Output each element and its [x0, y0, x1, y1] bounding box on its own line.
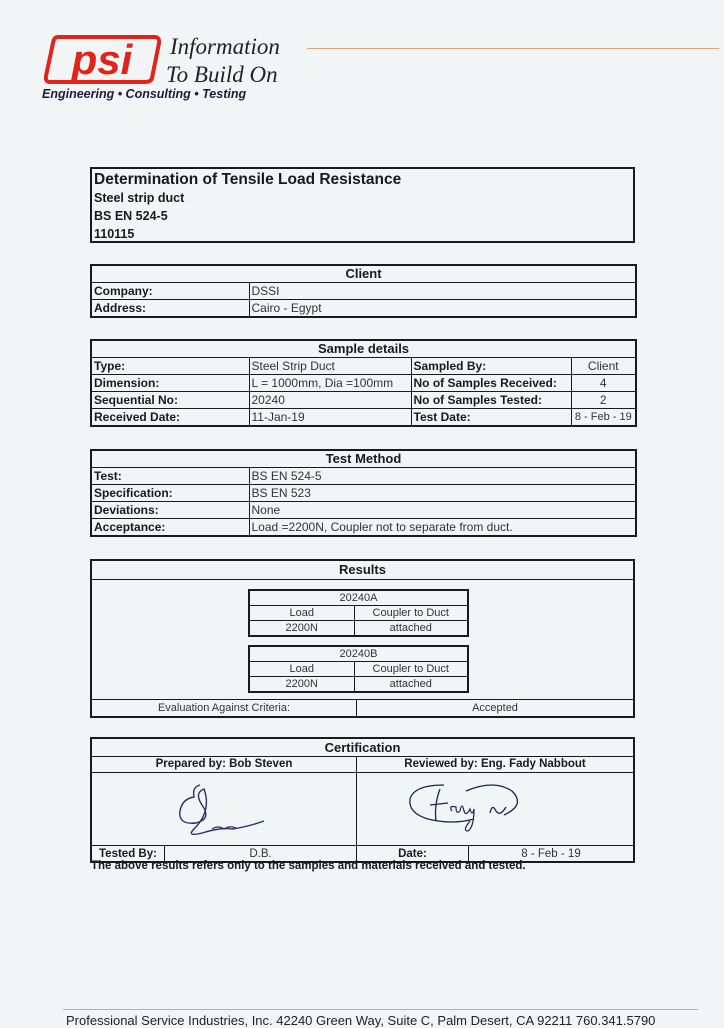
- test-label: Test:: [91, 468, 249, 485]
- sample-id: 20240A: [249, 590, 468, 606]
- certification-section: [90, 737, 635, 863]
- sequential-no-value: 20240: [249, 392, 411, 409]
- services-line: Engineering • Consulting • Testing: [42, 87, 247, 101]
- address-value: Cairo - Egypt: [249, 300, 636, 318]
- company-label: Company:: [91, 283, 249, 300]
- tagline-line2: To Build On: [166, 62, 278, 87]
- sequential-no-label: Sequential No:: [91, 392, 249, 409]
- test-value: BS EN 524-5: [249, 468, 636, 485]
- tested-by-value: D.B.: [165, 846, 357, 862]
- test-date-value: 8 - Feb - 19: [571, 409, 636, 427]
- test-date-label: Test Date:: [411, 409, 571, 427]
- samples-tested-value: 2: [571, 392, 636, 409]
- load-value: 2200N: [249, 621, 354, 637]
- table-row: [91, 375, 636, 392]
- sample-details-heading: Sample details: [91, 340, 636, 358]
- acceptance-label: Acceptance:: [91, 519, 249, 537]
- sample-details-table: [90, 339, 637, 427]
- table-row: [91, 392, 636, 409]
- table-row: [91, 283, 636, 300]
- signature-prepared-by: [172, 781, 272, 841]
- date-label: Date:: [357, 846, 469, 862]
- company-value: DSSI: [249, 283, 636, 300]
- evaluation-label: Evaluation Against Criteria:: [92, 700, 357, 717]
- tested-by-label: Tested By:: [92, 846, 165, 862]
- client-heading: Client: [91, 265, 636, 283]
- disclaimer-note: The above results refers only to the samples and materials received and tested.: [91, 860, 526, 872]
- evaluation-row: [92, 699, 633, 717]
- coupler-header: Coupler to Duct: [354, 662, 468, 677]
- document-reference: 110115: [94, 227, 135, 241]
- test-method-heading: Test Method: [91, 450, 636, 468]
- sampled-by-value: Client: [571, 358, 636, 375]
- table-row: [91, 358, 636, 375]
- received-date-label: Received Date:: [91, 409, 249, 427]
- results-section: [90, 559, 635, 718]
- table-row: [91, 300, 636, 318]
- specification-value: BS EN 523: [249, 485, 636, 502]
- table-row: [249, 606, 468, 621]
- sample-id: 20240B: [249, 646, 468, 662]
- result-sample-table: [248, 589, 469, 637]
- document-subject: Steel strip duct: [94, 191, 185, 205]
- type-value: Steel Strip Duct: [249, 358, 411, 375]
- deviations-value: None: [249, 502, 636, 519]
- type-label: Type:: [91, 358, 249, 375]
- psi-logo: [44, 34, 162, 84]
- deviations-label: Deviations:: [91, 502, 249, 519]
- table-row: [249, 662, 468, 677]
- psi-logo-mark: [44, 34, 162, 84]
- load-header: Load: [249, 606, 354, 621]
- coupler-value: attached: [354, 621, 468, 637]
- table-row: [249, 621, 468, 637]
- table-row: [91, 468, 636, 485]
- coupler-header: Coupler to Duct: [354, 606, 468, 621]
- dimension-value: L = 1000mm, Dia =100mm: [249, 375, 411, 392]
- address-label: Address:: [91, 300, 249, 318]
- test-method-table: [90, 449, 637, 537]
- prepared-by: Prepared by: Bob Steven: [92, 757, 356, 773]
- table-row: [91, 502, 636, 519]
- samples-tested-label: No of Samples Tested:: [411, 392, 571, 409]
- date-value: 8 - Feb - 19: [521, 848, 581, 860]
- footer-rule: [63, 1009, 698, 1010]
- load-value: 2200N: [249, 677, 354, 693]
- table-row: [249, 677, 468, 693]
- signature-reviewed-by: [404, 777, 534, 839]
- footer-address: Professional Service Industries, Inc. 42240 Green Way, Suite C, Palm Desert, CA 92211 760.341.5790: [66, 1013, 656, 1028]
- client-table: [90, 264, 637, 318]
- coupler-value: attached: [354, 677, 468, 693]
- result-sample-table: [248, 645, 469, 693]
- reviewed-by: Reviewed by: Eng. Fady Nabbout: [357, 757, 633, 773]
- load-header: Load: [249, 662, 354, 677]
- results-heading: Results: [92, 561, 633, 580]
- specification-label: Specification:: [91, 485, 249, 502]
- received-date-value: 11-Jan-19: [249, 409, 411, 427]
- samples-received-value: 4: [571, 375, 636, 392]
- table-row: [91, 485, 636, 502]
- tagline-line1: Information: [170, 34, 280, 59]
- dimension-label: Dimension:: [91, 375, 249, 392]
- document-title: Determination of Tensile Load Resistance: [94, 171, 402, 188]
- certification-heading: Certification: [92, 739, 633, 757]
- logo-text: psi: [71, 36, 133, 83]
- acceptance-value: Load =2200N, Coupler not to separate from duct.: [249, 519, 636, 537]
- table-row: [91, 519, 636, 537]
- sampled-by-label: Sampled By:: [411, 358, 571, 375]
- header-rule: [307, 48, 719, 49]
- evaluation-value: Accepted: [472, 702, 518, 714]
- table-row: [91, 409, 636, 427]
- document-standard: BS EN 524-5: [94, 209, 168, 223]
- title-block: [90, 167, 635, 243]
- samples-received-label: No of Samples Received:: [411, 375, 571, 392]
